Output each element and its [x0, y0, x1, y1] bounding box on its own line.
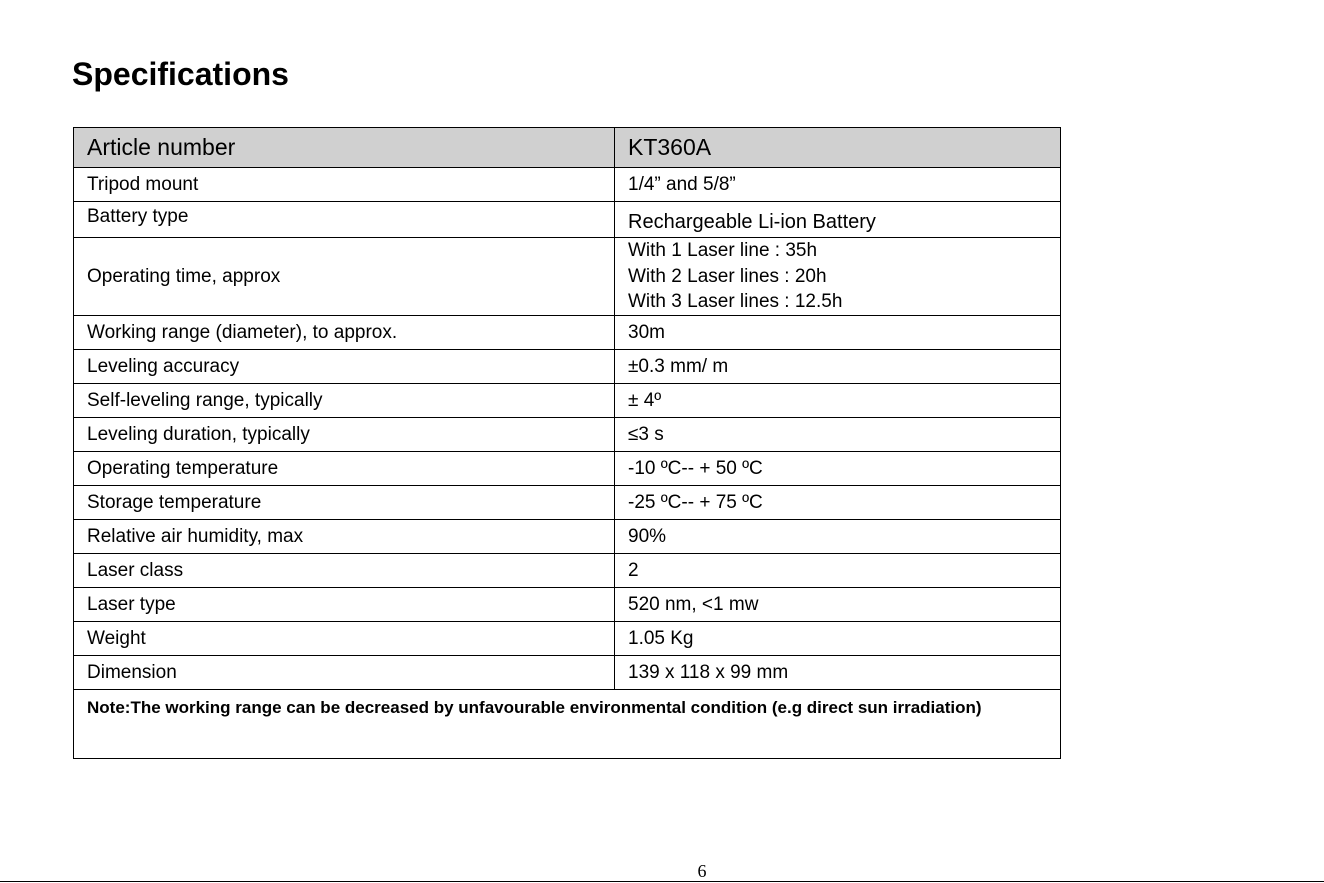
spec-label: Weight: [74, 621, 615, 655]
spec-label: Operating temperature: [74, 451, 615, 485]
table-row: [74, 621, 1061, 655]
spec-value-multi: [615, 238, 1061, 316]
table-row: [74, 168, 1061, 202]
page-number: 6: [697, 861, 707, 881]
table-row: [74, 655, 1061, 689]
table-row: [74, 485, 1061, 519]
spec-value: -10 ºC-- + 50 ºC: [615, 451, 1061, 485]
spec-value: -25 ºC-- + 75 ºC: [615, 485, 1061, 519]
spec-value: ≤3 s: [615, 417, 1061, 451]
spec-label: Leveling duration, typically: [74, 417, 615, 451]
spec-value: 1.05 Kg: [615, 621, 1061, 655]
table-row: [74, 349, 1061, 383]
table-row: [74, 417, 1061, 451]
table-row: [74, 238, 1061, 316]
spec-value-line: With 1 Laser line : 35h: [628, 240, 818, 261]
spec-label: Relative air humidity, max: [74, 519, 615, 553]
table-row: [74, 587, 1061, 621]
spec-label: Self-leveling range, typically: [74, 383, 615, 417]
header-value: KT360A: [615, 128, 1061, 168]
spec-label: Working range (diameter), to approx.: [74, 315, 615, 349]
spec-label: Battery type: [74, 202, 615, 238]
table-row: [74, 383, 1061, 417]
spec-value: 2: [615, 553, 1061, 587]
spec-label: Dimension: [74, 655, 615, 689]
table-note: Note:The working range can be decreased by unfavourable environmental condition (e.g direct sun irradiation): [74, 689, 1061, 758]
spec-value: 90%: [615, 519, 1061, 553]
spec-label: Tripod mount: [74, 168, 615, 202]
spec-value: 30m: [615, 315, 1061, 349]
spec-value-line: With 2 Laser lines : 20h: [628, 265, 827, 287]
spec-label: Operating time, approx: [74, 238, 615, 316]
spec-value: 1/4” and 5/8”: [615, 168, 1061, 202]
table-row: [74, 315, 1061, 349]
spec-value: 139 x 118 x 99 mm: [615, 655, 1061, 689]
spec-label: Laser type: [74, 587, 615, 621]
table-note-row: [74, 689, 1061, 758]
header-label: Article number: [74, 128, 615, 168]
spec-value: ± 4º: [615, 383, 1061, 417]
spec-label: Leveling accuracy: [74, 349, 615, 383]
table-header-row: [74, 128, 1061, 168]
table-row: [74, 202, 1061, 238]
specifications-table: [73, 127, 1061, 759]
table-row: [74, 519, 1061, 553]
spec-value: ±0.3 mm/ m: [615, 349, 1061, 383]
spec-label: Storage temperature: [74, 485, 615, 519]
spec-value: 520 nm, <1 mw: [615, 587, 1061, 621]
spec-value: Rechargeable Li-ion Battery: [615, 202, 1061, 238]
spec-value-line: With 3 Laser lines : 12.5h: [628, 291, 843, 312]
spec-label: Laser class: [74, 553, 615, 587]
table-row: [74, 451, 1061, 485]
footer-divider: [0, 881, 1324, 882]
page-title: Specifications: [72, 56, 289, 92]
table-row: [74, 553, 1061, 587]
